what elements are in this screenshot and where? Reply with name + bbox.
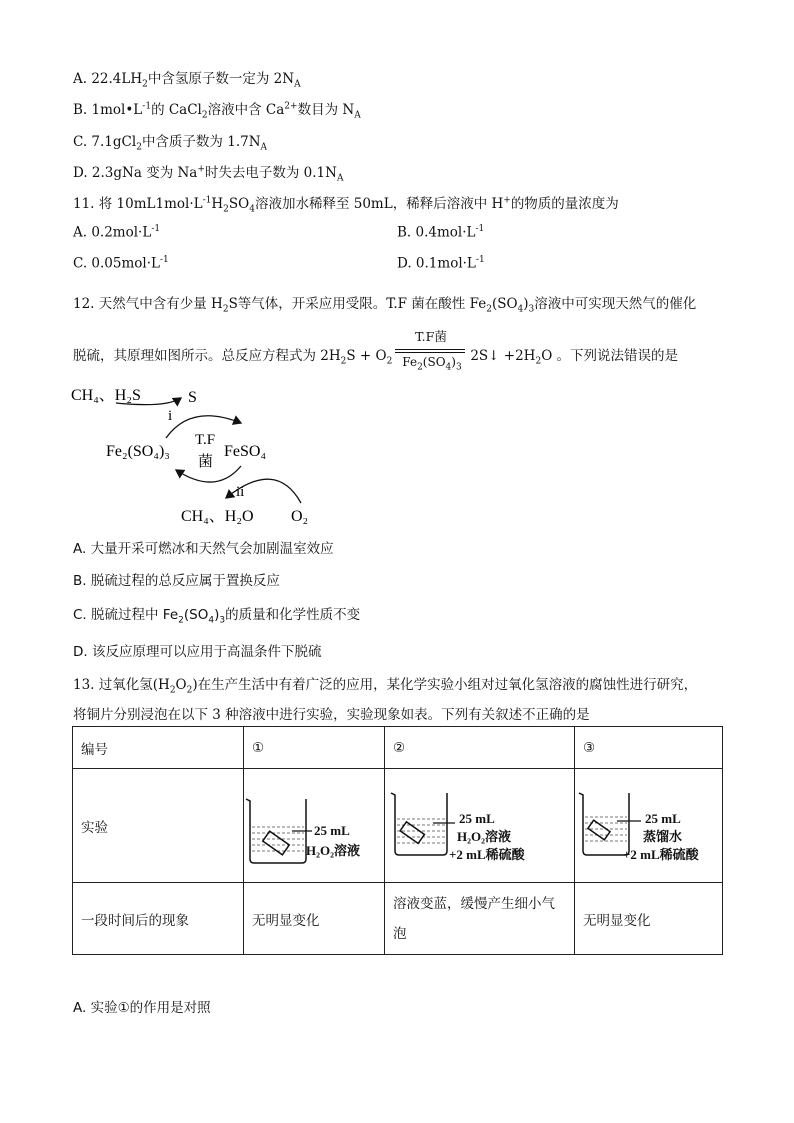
label-feso4: FeSO₄	[224, 443, 267, 460]
header-number: 编号	[73, 727, 244, 769]
q11-stem: 11. 将 $10mL1mol\cdot L^{-1}H_2SO_4$溶液加水稀释至 50mL，稀释后溶液中 H+的物质的量浓度为	[73, 195, 619, 215]
q11-option-d: D. $0.1mol\cdot L^{-1}$	[397, 255, 485, 272]
svg-text:25 mL: 25 mL	[645, 810, 681, 826]
header-exp-2: ②	[385, 727, 575, 769]
svg-text:蒸馏水: 蒸馏水	[643, 828, 683, 844]
beaker-1	[244, 779, 376, 869]
observation-1: 无明显变化	[244, 883, 385, 955]
svg-text:H₂O₂溶液: H₂O₂溶液	[306, 842, 361, 858]
table-row-experiment	[73, 769, 723, 883]
beaker-cell-1	[244, 769, 385, 883]
q12-option-b: B. 脱硫过程的总反应属于置换反应	[73, 573, 280, 589]
header-exp-1: ①	[244, 727, 385, 769]
row-label-experiment: 实验	[73, 769, 244, 883]
beaker-3	[575, 779, 714, 869]
reaction-condition-bottom: $Fe_2(SO_4)_3$	[402, 355, 462, 373]
label-tf: T.F	[195, 432, 216, 448]
q12-option-a: A. 大量开采可燃冰和天然气会加剧温室效应	[73, 541, 334, 557]
q10-option-c: C. 7.1gCl$_2$中含质子数为 $1.7N_A$	[73, 134, 268, 153]
label-step-ii: ii	[236, 484, 245, 500]
q12-stem-line1: 12. 天然气中含有少量 $H_2S$等气体，开采应用受限。T.F 菌在酸性 $Fe_2(SO_4)_3$溶液中可实现天然气的催化	[73, 296, 697, 315]
desulfurization-diagram	[66, 378, 326, 528]
q11-option-a: A. $0.2mol\cdot L^{-1}$	[73, 224, 161, 241]
q13-stem-line1: 13. 过氧化氢$(H_2O_2)$在生产生活中有着广泛的应用，某化学实验小组对过氧化氢溶液的腐蚀性进行研究，	[73, 677, 698, 696]
experiment-table	[72, 726, 723, 955]
q12-stem-line2: 脱硫，其原理如图所示。总反应方程式为 $2H_2S + O_2$ 2S↓ $+2H_2O$ 。下列说法错误的是	[73, 348, 679, 367]
q11-option-c: C. $0.05mol\cdot L^{-1}$	[73, 255, 169, 272]
beaker-cell-3	[575, 769, 723, 883]
reaction-condition-top: T.F菌	[415, 329, 447, 344]
label-ch4-h2o: CH₄、H₂O	[181, 508, 254, 525]
observation-3: 无明显变化	[575, 883, 723, 955]
q13-option-a: A. 实验①的作用是对照	[73, 1000, 211, 1016]
table-header-row	[73, 727, 723, 769]
beaker-2	[385, 779, 566, 869]
svg-text:+2 mL稀硫酸: +2 mL稀硫酸	[449, 846, 525, 862]
q13-stem-line2: 将铜片分别浸泡在以下 3 种溶液中进行实验，实验现象如表。下列有关叙述不正确的是	[73, 707, 590, 723]
beaker-cell-2	[385, 769, 575, 883]
table-row-observation	[73, 883, 723, 955]
svg-text:+2 mL稀硫酸: +2 mL稀硫酸	[623, 846, 699, 862]
svg-text:25 mL: 25 mL	[459, 810, 495, 826]
q11-option-b: B. $0.4mol\cdot L^{-1}$	[397, 224, 485, 241]
row-label-observation: 一段时间后的现象	[73, 883, 244, 955]
label-o2: O₂	[291, 508, 309, 525]
q12-option-d: D. 该反应原理可以应用于高温条件下脱硫	[73, 644, 322, 660]
header-exp-3: ③	[575, 727, 723, 769]
copper-strip-icon	[400, 821, 424, 843]
label-step-i: i	[168, 408, 173, 424]
copper-strip-icon	[263, 831, 290, 855]
q10-option-d: D. 2.3gNa 变为 Na+时失去电子数为 $0.1N_A$	[73, 164, 344, 184]
observation-2: 溶液变蓝，缓慢产生细小气 泡	[385, 883, 575, 955]
svg-text:25 mL: 25 mL	[314, 822, 350, 838]
label-ch4-h2s: CH₄、H₂S	[71, 387, 141, 404]
reaction-arrow-line2	[395, 352, 465, 353]
svg-text:H₂O₂溶液: H₂O₂溶液	[457, 828, 512, 844]
q10-option-a: A. $22.4LH_2$中含氢原子数一定为 $2N_A$	[73, 71, 301, 90]
reaction-arrow-line1	[395, 349, 465, 350]
q10-option-b: B. $1mol•L^{-1}$的 CaCl$_2$溶液中含 $Ca^{2+}$数目为 $N_A$	[73, 101, 361, 121]
label-s: S	[188, 389, 197, 406]
label-fe2so43: Fe₂(SO₄)₃	[106, 443, 170, 460]
label-jun: 菌	[198, 452, 214, 470]
q12-option-c: C. 脱硫过程中 $Fe_2(SO_4)_3$的质量和化学性质不变	[73, 607, 361, 626]
